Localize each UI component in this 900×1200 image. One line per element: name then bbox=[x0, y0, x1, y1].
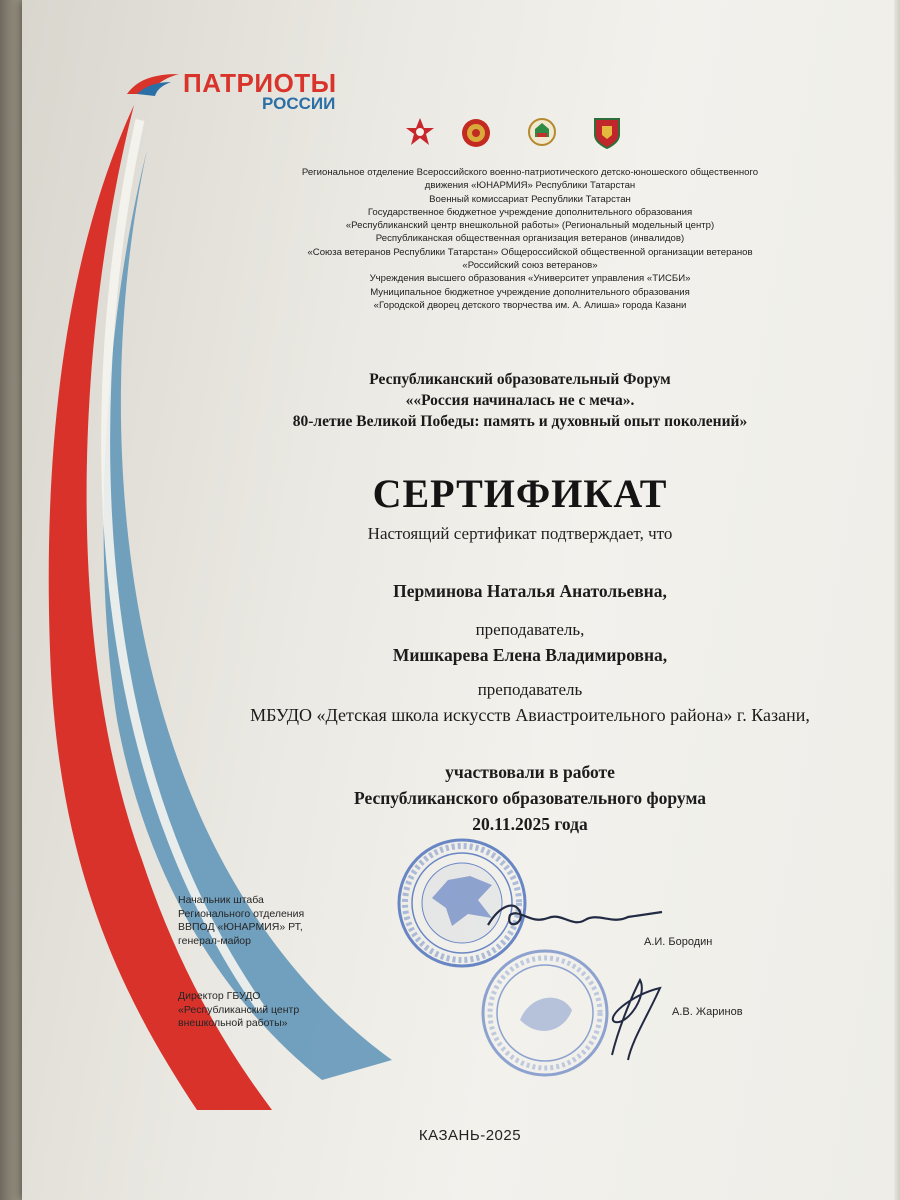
signer-1-title-line: Регионального отделения bbox=[178, 907, 305, 920]
recipient-2-name: Мишкарева Елена Владимировна, bbox=[392, 645, 668, 665]
signer-1-title-line: ВВПОД «ЮНАРМИЯ» РТ, bbox=[178, 921, 303, 933]
forum-title-line-3: 80-летие Великой Победы: память и духовный опыт поколений» bbox=[292, 413, 748, 430]
signer-1-title-line: Начальник штаба bbox=[178, 894, 264, 906]
organizer-line: Государственное бюджетное учреждение дополнительного образования bbox=[367, 206, 693, 218]
certificate-title: СЕРТИФИКАТ bbox=[372, 471, 668, 516]
recipient-1-name: Перминова Наталья Анатольевна, bbox=[393, 581, 667, 601]
signer-2-name: А.В. Жаринов bbox=[672, 1006, 743, 1018]
organizer-line: «Городской дворец детского творчества им. А. Алиша» города Казани bbox=[373, 299, 687, 311]
signer-2-title-line: «Республиканский центр bbox=[178, 1003, 300, 1016]
forum-date: 20.11.2025 года bbox=[472, 814, 588, 834]
signer-2-title-line: внешкольной работы» bbox=[178, 1017, 288, 1029]
logo-wing-icon bbox=[125, 70, 185, 100]
sheet-edge bbox=[894, 0, 900, 1200]
organizer-line: движения «ЮНАРМИЯ» Республики Татарстан bbox=[424, 180, 636, 192]
signer-1-name: А.И. Бородин bbox=[644, 936, 713, 948]
recipient-2-role: преподаватель bbox=[477, 680, 583, 699]
patriots-of-russia-logo bbox=[125, 66, 365, 116]
signer-2-title-line: Директор ГБУДО bbox=[178, 990, 261, 1002]
forum-title-line-2: ««Россия начиналась не с меча». bbox=[405, 392, 635, 409]
organizer-line: «Союза ветеранов Республики Татарстан» Общероссийской общественной организации ветеранов bbox=[307, 246, 753, 258]
yunarmia-star-icon bbox=[405, 117, 435, 147]
organizer-line: «Республиканский центр внешкольной работы» (Региональный модельный центр) bbox=[345, 220, 715, 232]
certificate-subtitle: Настоящий сертификат подтверждает, что bbox=[367, 524, 673, 543]
logo-title: ПАТРИОТЫ bbox=[183, 68, 337, 98]
recipient-1-role: преподаватель, bbox=[475, 620, 585, 639]
emblems-row bbox=[405, 117, 635, 157]
organizer-line: «Российский союз ветеранов» bbox=[462, 260, 598, 272]
signer-1-position bbox=[178, 894, 304, 948]
organizer-line: Региональное отделение Всероссийского военно-патриотического детско-юношеского общественного bbox=[301, 167, 759, 178]
organizer-line: Муниципальное бюджетное учреждение дополнительного образования bbox=[370, 286, 690, 298]
footer-city-year: КАЗАНЬ-2025 bbox=[418, 1127, 522, 1144]
institution-name: МБУДО «Детская школа искусств Авиастроительного района» г. Казани, bbox=[250, 705, 810, 725]
organizer-line: Республиканская общественная организация ветеранов (инвалидов) bbox=[375, 233, 685, 245]
organizer-line: Учреждения высшего образования «Университет управления «ТИСБИ» bbox=[369, 273, 691, 285]
organizers-list bbox=[250, 166, 810, 312]
military-commissariat-icon bbox=[460, 117, 492, 149]
tisbi-shield-icon bbox=[593, 117, 621, 149]
forum-title-line-1: Республиканский образовательный Форум bbox=[369, 371, 671, 388]
organizer-line: Военный комиссариат Республики Татарстан bbox=[429, 193, 631, 205]
signer-1-title-line: генерал-майор bbox=[178, 934, 251, 947]
tatarstan-veterans-icon bbox=[527, 117, 557, 147]
signer-2-position bbox=[178, 990, 299, 1031]
participation-line-2: Республиканского образовательного форума bbox=[354, 788, 706, 808]
forum-title bbox=[240, 369, 800, 432]
participation-line-1: участвовали в работе bbox=[445, 762, 615, 782]
logo-subtitle: РОССИИ bbox=[262, 94, 336, 113]
